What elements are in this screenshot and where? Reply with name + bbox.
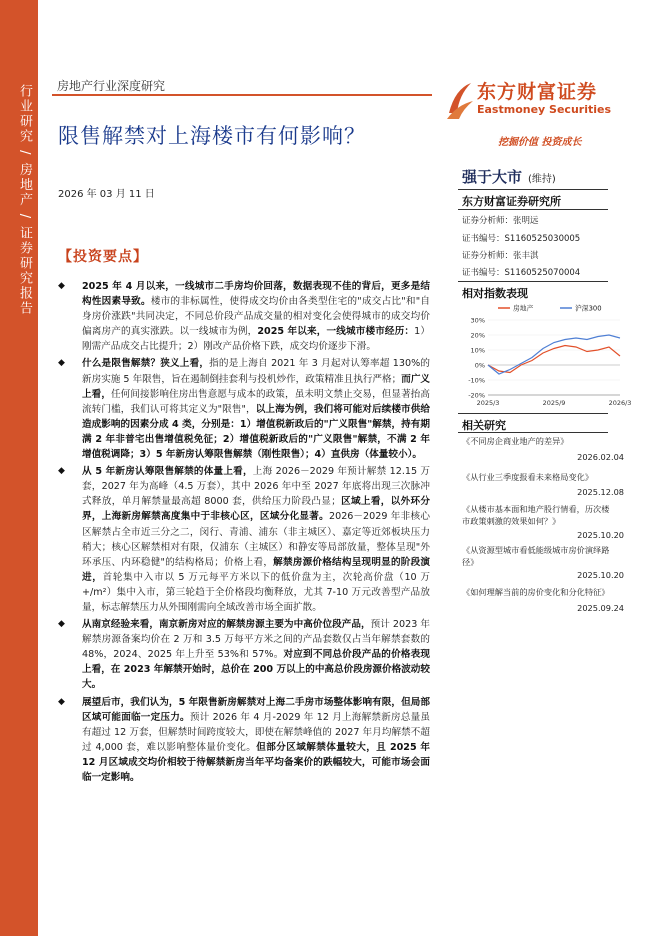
related-link[interactable]: 《从行业三季度报看未来格局变化》 xyxy=(462,472,594,482)
related-date: 2026.02.04 xyxy=(577,452,624,462)
brand-logo xyxy=(445,75,615,127)
y-tick-label: -10% xyxy=(468,376,485,385)
key-point: ◆ 展望后市，我们认为，5 年限售新房解禁对上海二手房市场整体影响有限，但局部区域可能面临一定压力。预计 2026 年 4 月-2029 年 12 月上海解禁新房总量虽有超过 12 万套，但解禁时间跨度较大，即使在解禁峰值的 2027 年月均解禁不超过 4,000 套，难以影响整体量价变化。但部分区域解禁体量较大，且 2025 年 12 月区域成交均价相较于待解禁新房当年平均备案价的跌幅较大，可能市场会面临一定影响。 xyxy=(58,696,431,783)
brand-name-en: Eastmoney Securities xyxy=(477,103,612,116)
chart-svg xyxy=(458,300,632,410)
y-tick-label: 30% xyxy=(470,316,485,325)
related-link[interactable]: 《如何理解当前的房价变化和分化特征》 xyxy=(462,587,610,597)
key-points-heading: 【投资要点】 xyxy=(58,249,148,265)
brand-name-cn: 东方财富证券 xyxy=(477,81,598,103)
header-divider xyxy=(52,94,432,96)
bullet-diamond-icon: ◆ xyxy=(58,466,65,477)
sidebar-band xyxy=(0,0,38,936)
x-tick-label: 2025/3 xyxy=(476,399,500,407)
sidebar-label: 行业研究 / 房地产 / 证券研究报告 xyxy=(17,84,32,317)
report-date: 2026 年 03 月 11 日 xyxy=(58,189,155,200)
report-category: 房地产行业深度研究 xyxy=(57,79,166,93)
key-points-body xyxy=(58,279,430,785)
analyst-line: 证书编号：S1160525070004 xyxy=(462,268,581,278)
legend-label: 沪深300 xyxy=(575,304,602,313)
legend-label: 房地产 xyxy=(513,304,534,313)
related-date: 2025.10.20 xyxy=(577,570,624,580)
series-line xyxy=(488,335,620,374)
related-divider xyxy=(458,432,608,433)
industry-rating xyxy=(462,166,556,187)
rating-note: (维持) xyxy=(528,174,556,185)
bullet-diamond-icon: ◆ xyxy=(58,696,65,707)
related-link[interactable]: 《从楼市基本面和地产股行情看，历次楼市政策刺激的效果如何？》 xyxy=(462,504,610,526)
key-point: ◆ 什么是限售解禁？狭义上看，指的是上海自 2021 年 3 月起对认筹率超 130%的新房实施 5 年限售，旨在遏制倒挂套利与投机炒作，政策精准且执行严格；而广义上看，任何间接影响住房出售意愿与成本的政策，虽未明文禁止交易，但显著抬高流转门槛，我们认可将其定义为"限售"，以上海为例，我们将可能对后续楼市供给造成影响的因素分成 4 类，分别是：1）增值税新政后的"广义限售"解禁，持有期满 2 年非普宅出售增值税免征；2）增值税新政后的"广义限售"解禁，不满 2 年增值税调降；3）5 年新房认筹限售解禁（刚性限售）；4）直供房（体量较小）。 xyxy=(58,358,431,461)
logo-mark-icon xyxy=(445,79,475,123)
x-tick-label: 2025/9 xyxy=(542,399,566,407)
bullet-diamond-icon: ◆ xyxy=(58,619,65,630)
x-tick-label: 2026/3 xyxy=(608,399,632,407)
series-line xyxy=(488,346,620,373)
institute-name: 东方财富证券研究所 xyxy=(462,195,561,208)
relative-index-chart xyxy=(458,300,632,410)
related-date: 2025.09.24 xyxy=(577,603,624,613)
y-tick-label: 10% xyxy=(470,346,485,355)
y-tick-label: -20% xyxy=(468,391,485,400)
related-divider xyxy=(458,413,608,414)
institute-divider xyxy=(458,209,608,210)
chart-divider xyxy=(458,281,608,282)
related-link[interactable]: 《从资源型城市看低能级城市房价演绎路径》 xyxy=(462,545,610,567)
analyst-line: 证书编号：S1160525030005 xyxy=(462,234,581,244)
bullet-diamond-icon: ◆ xyxy=(58,281,65,291)
related-link[interactable]: 《不同房企商业地产的差异》 xyxy=(462,436,569,446)
key-point: ◆ 2025 年 4 月以来，一线城市二手房均价回落，数据表现不佳的背后，更多是结构性因素导致。楼市的非标属性，使得成交均价由各类型住宅的"成交占比"和"自身房价涨跌"共同决定，不同总价段产品成交量的相对变化会使得城市的成交均价偏离房产的真实涨跌。以一线城市为例，2025 年以来，一线城市楼市经历：1）刚需产品成交占比提升；2）刚改产品价格下跌，成交均价逐步下滑。 xyxy=(58,281,431,353)
y-tick-label: 20% xyxy=(470,331,485,340)
y-tick-label: 0% xyxy=(474,361,485,370)
page-title: 限售解禁对上海楼市有何影响？ xyxy=(58,124,366,148)
related-heading: 相关研究 xyxy=(462,419,506,432)
rating-label: 强于大市 xyxy=(462,168,523,186)
related-date: 2025.10.20 xyxy=(577,530,624,540)
related-date: 2025.12.08 xyxy=(577,487,624,497)
key-point: ◆ 从 5 年新房认筹限售解禁的体量上看，上海 2026－2029 年预计解禁 12.15 万套，2027 年为高峰（4.5 万套），其中 2026 年中至 2027 年底将出现三次脉冲式释放，单月解禁量最高超 8000 套，供给压力阶段凸显；区域上看，以外环分界，上海新房解禁高度集中于非核心区，区域分化显著。2026－2029 年非核心区解禁占全市近三分之二，闵行、青浦、浦东（非主城区）、嘉定等近郊板块压力稍大；核心区解禁相对有限，仅浦东（主城区）和静安等局部放量，整体呈现"外环承压、内环稳健"的结构格局；价格上看，解禁房源价格结构呈现明显的阶段演进，首轮集中入市以 5 万元每平方米以下的低价盘为主，次轮高价盘（10 万+/m²）集中入市，第三轮趋于全价格段均衡释放，尤其 7-10 万元改善型产品放量，标志解禁压力从外围刚需向全域改善市场全面扩散。 xyxy=(58,466,430,613)
bullet-diamond-icon: ◆ xyxy=(58,358,65,369)
analyst-line: 证券分析师：张丰淇 xyxy=(462,251,539,261)
brand-slogan: 挖掘价值 投资成长 xyxy=(498,137,582,148)
chart-heading: 相对指数表现 xyxy=(462,287,528,300)
analyst-line: 证券分析师：张明远 xyxy=(462,216,539,226)
key-point: ◆ 从南京经验来看，南京新房对应的解禁房源主要为中高价位段产品，预计 2023 年解禁房源备案均价在 2 万和 3.5 万每平方米之间的产品套数仅占当年解禁套数的 48%，2024、2025 年上升至 53%和 57%。对应到不同总价段产品的价格表现上看，在 2023 年解禁开始时，总价在 200 万以上的中高总价段房源价格波动较大。 xyxy=(58,619,431,691)
rating-divider xyxy=(458,189,608,190)
